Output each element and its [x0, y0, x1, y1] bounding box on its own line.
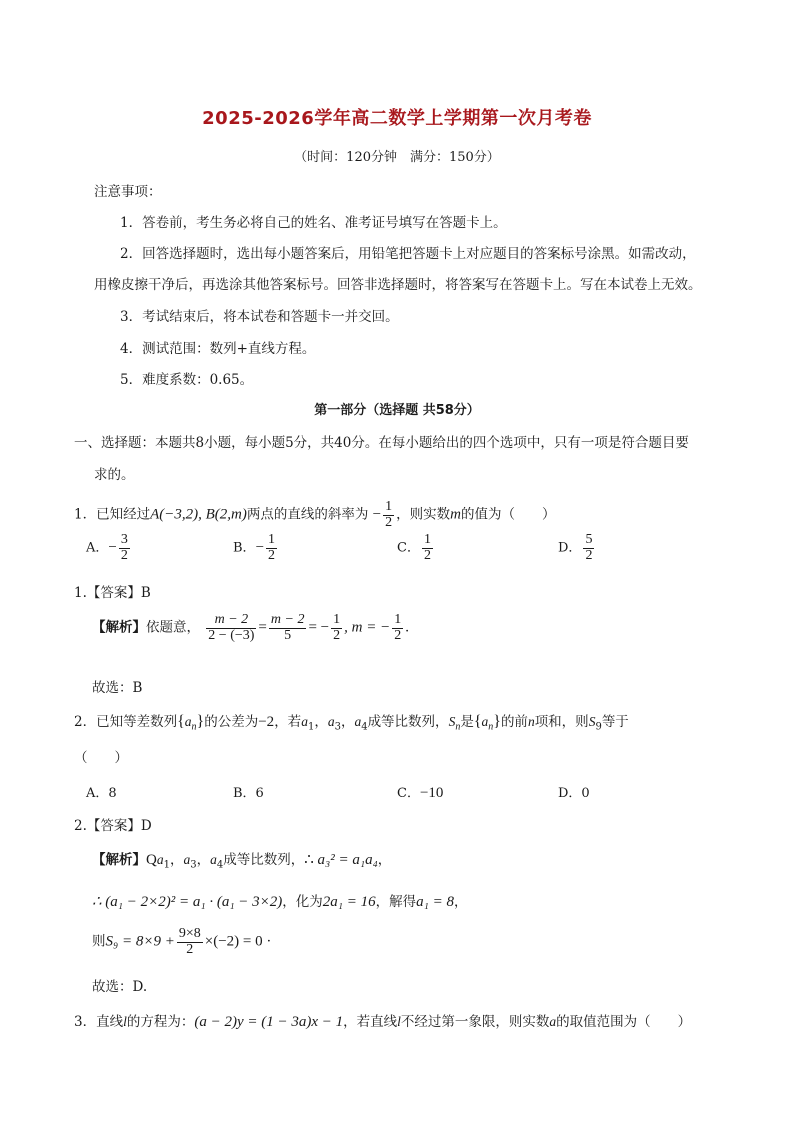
q2-option-c: C．−10: [397, 785, 444, 801]
q2-analysis-line-1: 【解析】$Qa_1$，$a_3$，$a_4$成等比数列，∴ a₃² = a₁a₄，: [92, 852, 392, 871]
notice-heading: 注意事项：: [94, 184, 162, 200]
q1-option-a: A．− $\frac{3}{2}$: [86, 532, 128, 563]
q2-option-d: D．0: [558, 786, 590, 801]
q1-slope: $\frac{1}{2}$: [385, 499, 393, 530]
q2-analysis-line-2: ∴ (a₁ − 2×2)² = a₁ · (a₁ − 3×2)，化为2a₁ = 16，解得a₁ = 8，: [92, 894, 468, 910]
section-intro-cont: 求的。: [94, 467, 135, 483]
notice-item-5: 5．难度系数：0.65。: [120, 372, 254, 388]
q1-conclusion: 故选：B: [92, 680, 143, 696]
notice-item-4: 4．测试范围：数列+直线方程。: [120, 341, 316, 357]
q2-option-a: A．8: [86, 786, 117, 801]
q1-analysis: 【解析】依题意， $\frac{m - 2}{2 - (-3)}$ = $\frac{m - 2}{5}$ = − $\frac{1}{2}$ , m = − $\frac{1}{2}$ .: [92, 612, 409, 643]
q1-option-b: B．− $\frac{1}{2}$: [233, 532, 276, 563]
section-intro: 一、选择题：本题共8小题，每小题5分，共40分。在每小题给出的四个选项中，只有一项是符合题目要: [74, 435, 689, 451]
q1-answer: 1.【答案】B: [74, 585, 151, 601]
question-2: 2．已知等差数列$\{a_n\}$的公差为−2，若$a_1$，$a_3$，$a_4$成等比数列，$S_n$是$\{a_n\}$的前n项和，则$S_9$等于: [74, 713, 629, 733]
question-1: 1．已知经过A(−3,2), B(2,m)两点的直线的斜率为 − $\frac{1}{2}$ ，则实数m的值为（ ）: [74, 499, 556, 530]
q1-mid: 两点的直线的斜率为: [246, 506, 369, 523]
exam-title: 2025-2026学年高二数学上学期第一次月考卷: [202, 108, 592, 129]
q2-analysis-line-3: 则S₉ = 8×9 + $\frac{9\times 8}{2}$ ×(−2) = 0 ·: [92, 926, 272, 957]
q2-conclusion: 故选：D.: [92, 979, 148, 995]
notice-item-1: 1．答卷前，考生务必将自己的姓名、准考证号填写在答题卡上。: [120, 215, 507, 231]
section-title: 第一部分（选择题 共58分）: [314, 403, 480, 418]
q2-answer: 2.【答案】D: [74, 818, 152, 834]
q1-points: A(−3,2), B(2,m): [150, 506, 247, 523]
q1-option-c: C． $\frac{1}{2}$: [397, 532, 431, 563]
q1-num: 1．已知经过: [74, 506, 151, 523]
exam-subtitle: （时间：120分钟 满分：150分）: [294, 150, 500, 165]
notice-item-2: 2．回答选择题时，选出每小题答案后，用铅笔把答题卡上对应题目的答案标号涂黑。如需改动，: [120, 246, 696, 262]
q1-option-d: D． $\frac{5}{2}$: [558, 532, 593, 563]
notice-item-3: 3．考试结束后，将本试卷和答题卡一并交回。: [120, 309, 399, 325]
q2-paren: （ ）: [74, 750, 128, 766]
notice-item-2-cont: 用橡皮擦干净后，再选涂其他答案标号。回答非选择题时，将答案写在答题卡上。写在本试卷上无效。: [94, 277, 702, 293]
question-3: 3．直线l的方程为：(a − 2)y = (1 − 3a)x − 1，若直线l不经过第一象限，则实数a的取值范围为（ ）: [74, 1014, 692, 1030]
q2-option-b: B．6: [233, 786, 264, 801]
